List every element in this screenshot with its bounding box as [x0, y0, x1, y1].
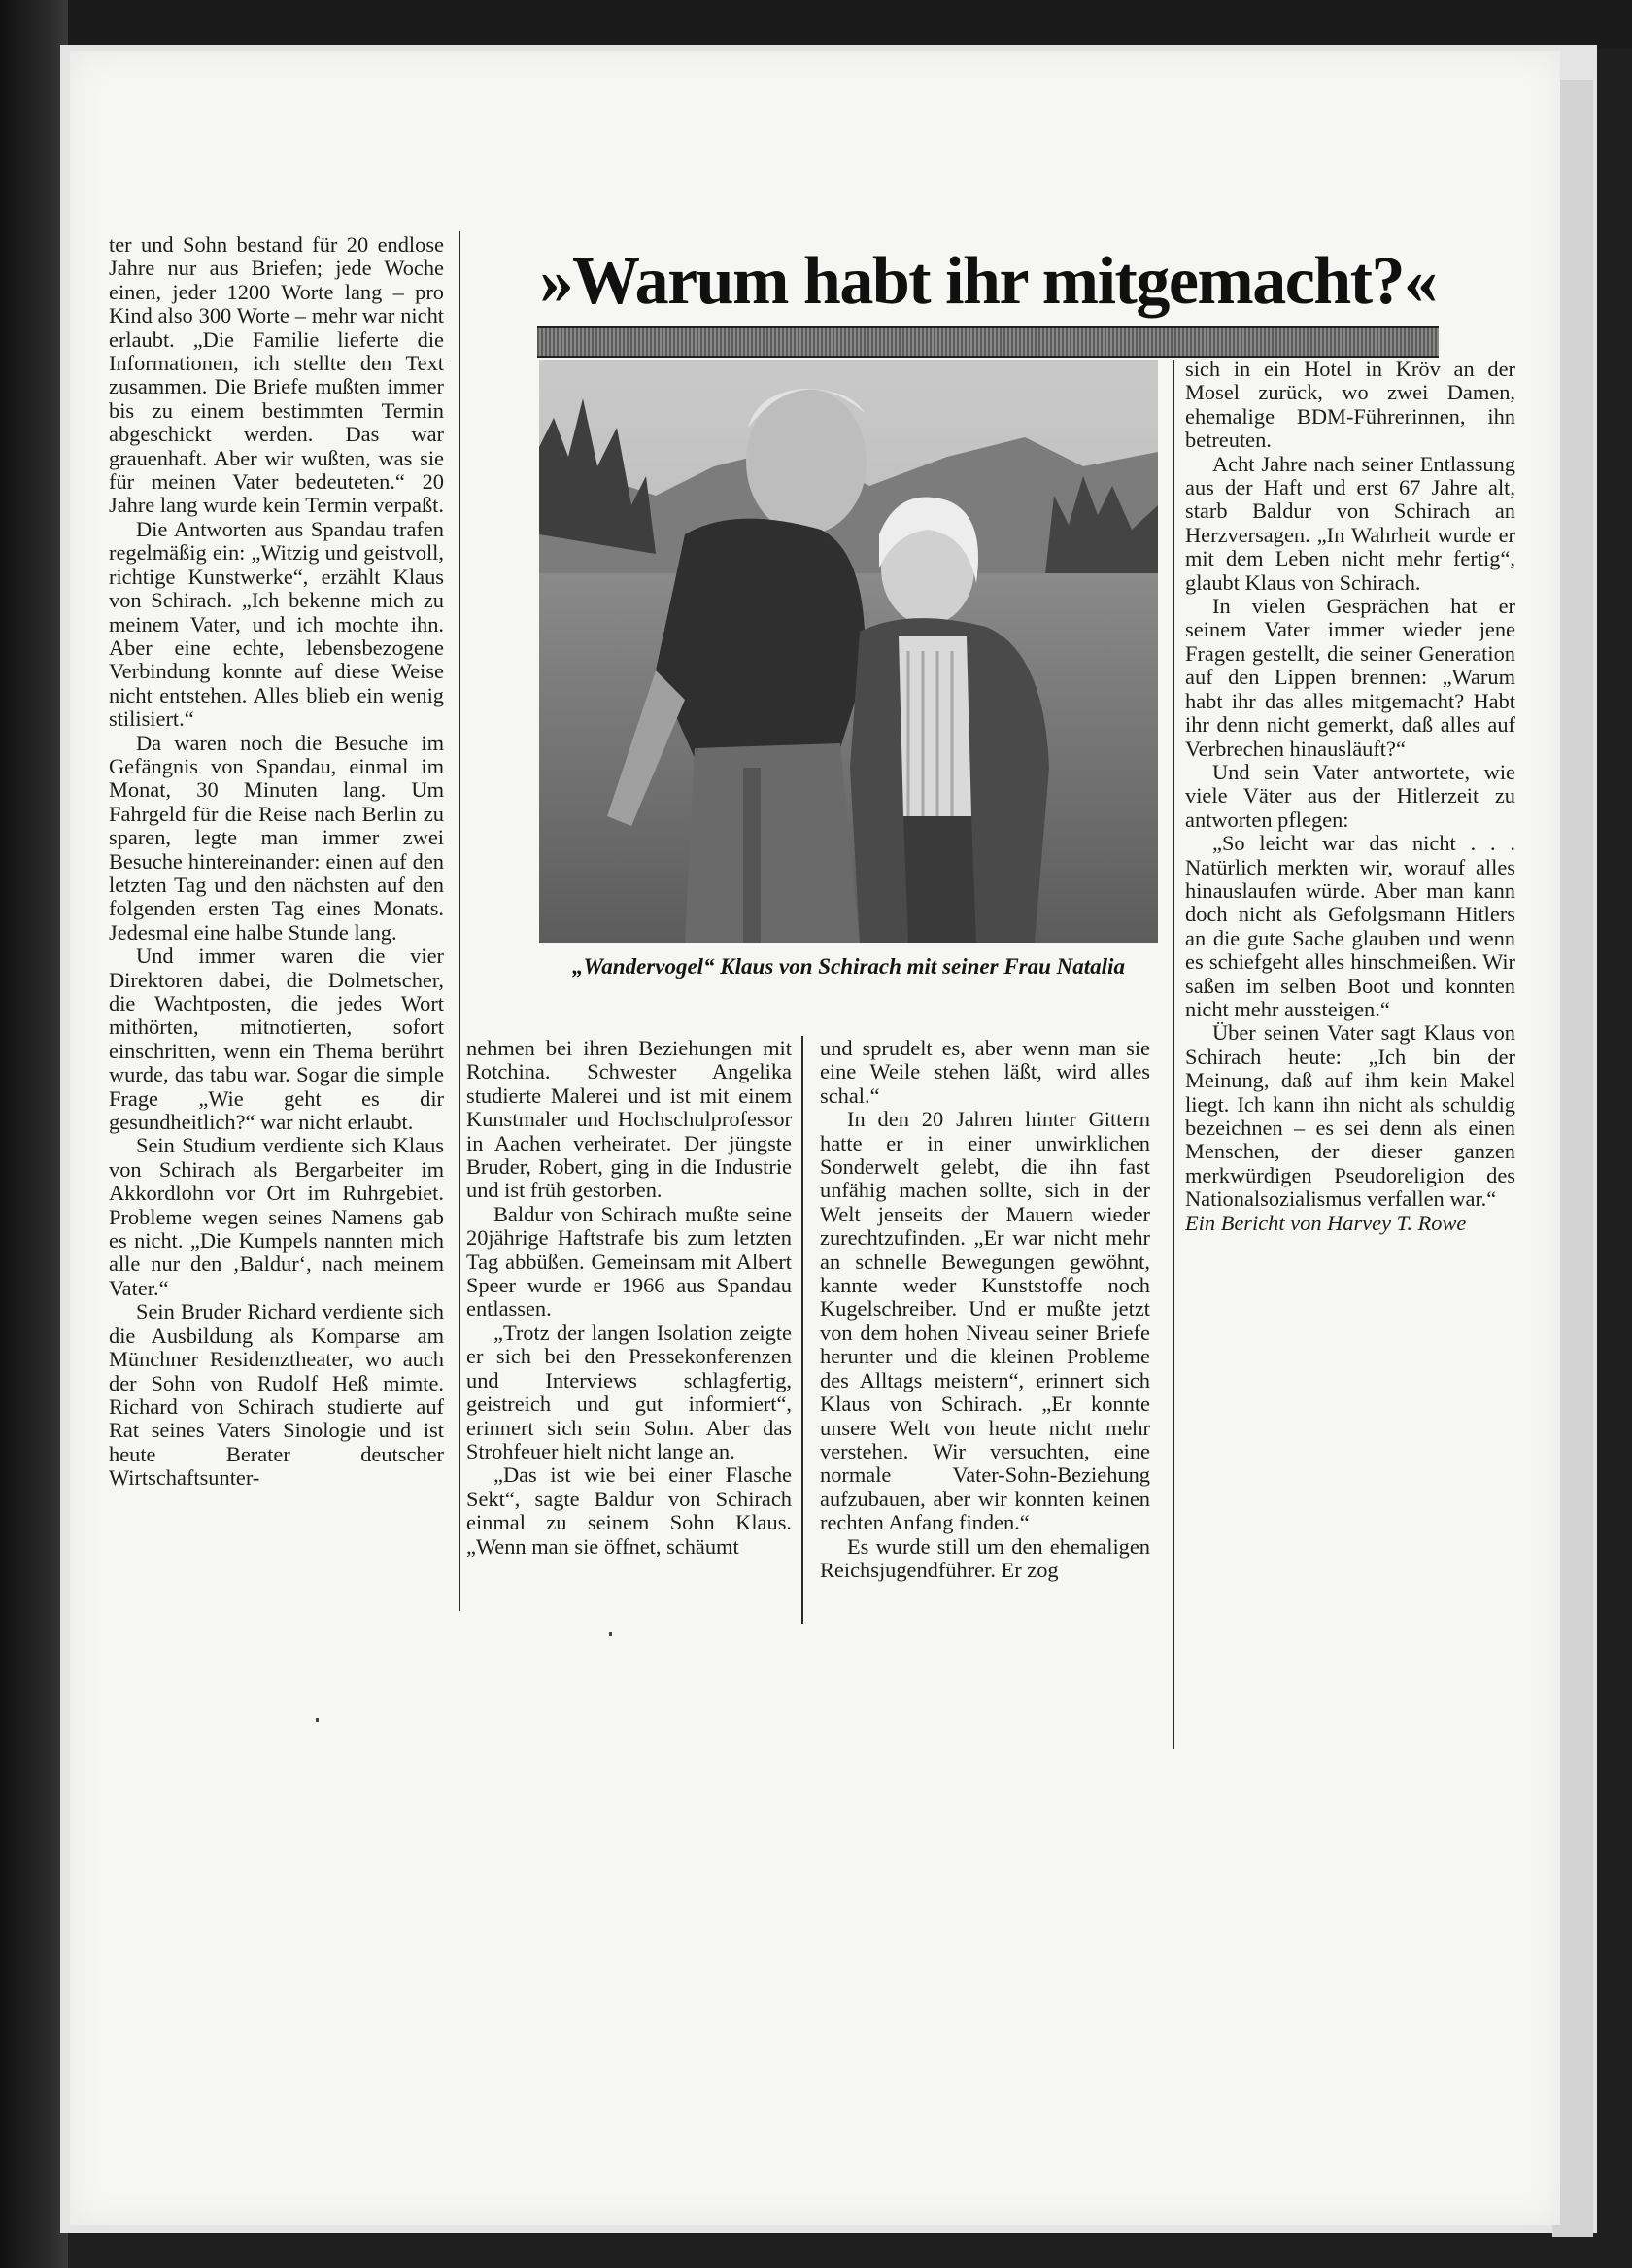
article-column-3	[820, 1037, 1150, 1622]
article-headline: »Warum habt ihr mitgemacht?«	[539, 244, 1437, 319]
paragraph: „So leicht war das nicht . . . Natürlich merkten wir, worauf alles hinauslaufen würde. Aber man kann doch nicht als Gefolgsmann Hitlers an die gute Sache glauben und wenn es schiefgeht alles hinschmeißen. Wir saßen im selben Boot und konnten nicht mehr aussteigen.“	[1185, 831, 1515, 1021]
scan-background-left	[0, 0, 68, 2268]
paragraph: Und sein Vater antwortete, wie viele Väter aus der Hitlerzeit zu antworten pflegen:	[1185, 759, 1515, 832]
scan-background-top	[0, 0, 1632, 49]
headline-underline-bar	[537, 326, 1439, 358]
article-byline: Ein Bericht von Harvey T. Rowe	[1185, 1210, 1467, 1235]
newspaper-clipping	[97, 214, 1515, 1652]
article-column-1	[109, 233, 444, 1613]
paragraph: Und immer waren die vier Direktoren dabei, die Dolmetscher, die Wachtposten, die jedes Wort mithörten, mitnotierten, sofort einschritten, wenn ein Thema berührt wurde, das tabu war. Sogar die simple Frage „Wie geht es dir gesundheitlich?“ war nicht erlaubt.	[109, 944, 444, 1135]
photo-caption: „Wandervogel“ Klaus von Schirach mit seiner Frau Natalia	[572, 954, 1125, 979]
column-rule	[801, 1036, 803, 1624]
paragraph: In vielen Gesprächen hat er seinem Vater immer wieder jene Fragen gestellt, die seiner Generation auf den Lippen brennen: „Warum habt ihr das alles mitgemacht? Habt ihr denn nicht gemerkt, daß alles auf Verbrechen hinausläuft?“	[1185, 594, 1515, 761]
paragraph: „Trotz der langen Isolation zeigte er sich bei den Pressekonferenzen und Interviews schlagfertig, geistreich und gut informiert“, erinnert sich sein Sohn. Aber das Strohfeuer hielt nicht lange an.	[466, 1320, 792, 1463]
stray-mark	[316, 1718, 319, 1722]
paragraph: Sein Studium verdiente sich Klaus von Schirach als Bergarbeiter im Akkordlohn vor Ort im Ruhrgebiet. Probleme wegen seines Namens gab es nicht. „Die Kumpels nannten mich alle nur den ‚Baldur‘, nach meinem Vater.“	[109, 1133, 444, 1300]
paragraph: Über seinen Vater sagt Klaus von Schirach heute: „Ich bin der Meinung, daß auf ihm kein Makel liegt. Ich kann ihn nicht als schuldig bezeichnen – es sei denn als einen Menschen, der dieser ganzen merkwürdigen Pseudoreligion des Nationalsozialismus verfallen war.“	[1185, 1020, 1515, 1212]
paragraph: sich in ein Hotel in Kröv an der Mosel zurück, wo zwei Damen, ehemalige BDM-Führerinnen, ihn betreuten.	[1185, 358, 1515, 453]
paragraph: Es wurde still um den ehemaligen Reichsjugendführer. Er zog	[820, 1533, 1150, 1582]
column-rule	[1173, 360, 1174, 1749]
paragraph: Baldur von Schirach mußte seine 20jährige Haftstrafe bis zum letzten Tag abbüßen. Gemeinsam mit Albert Speer wurde er 1966 aus Spandau entlassen.	[466, 1201, 792, 1322]
paragraph: und sprudelt es, aber wenn man sie eine Weile stehen läßt, wird alles schal.“	[820, 1037, 1150, 1108]
paragraph: Acht Jahre nach seiner Entlassung aus der Haft und erst 67 Jahre alt, starb Baldur von Schirach an Herzversagen. „In Wahrheit wurde er mit dem Leben nicht mehr fertig“, glaubt Klaus von Schirach.	[1185, 451, 1515, 595]
photo-illustration	[539, 360, 1158, 943]
article-photo	[539, 360, 1158, 943]
paragraph: In den 20 Jahren hinter Gittern hatte er in einer unwirklichen Sonderwelt gelebt, die ihn fast unfähig machen sollte, sich in der Welt jenseits der Mauern wieder zurechtzufinden. „Er war nicht mehr an schnelle Bewegungen gewöhnt, kannte weder Kunststoffe noch Kugelschreiber. Und er mußte jetzt von dem hohen Niveau seiner Briefe herunter und die kleinen Probleme des Alltags meistern“, erinnert sich Klaus von Schirach. „Er konnte unsere Welt von heute nicht mehr verstehen. Wir versuchten, eine normale Vater-Sohn-Beziehung aufzubauen, aber wir konnten keinen rechten Anfang finden.“	[820, 1107, 1150, 1535]
paragraph: nehmen bei ihren Beziehungen mit Rotchina. Schwester Angelika studierte Malerei und ist mit einem Kunstmaler und Hochschulprofessor in Aachen verheiratet. Der jüngste Bruder, Robert, ging in die Industrie und ist früh gestorben.	[466, 1037, 792, 1203]
paragraph: ter und Sohn bestand für 20 endlose Jahre nur aus Briefen; jede Woche einen, jeder 1200 Worte lang – pro Kind also 300 Worte – mehr war nicht erlaubt. „Die Familie lieferte die Informationen, ich stellte den Text zusammen. Die Briefe mußten immer bis zu einem bestimmten Termin abgeschickt werden. Das war grauenhaft. Aber wir wußten, was sie für meinen Vater bedeuteten.“ 20 Jahre lang wurde kein Termin verpaßt.	[109, 233, 444, 518]
paragraph: „Das ist wie bei einer Flasche Sekt“, sagte Baldur von Schirach einmal zu seinem Sohn Klaus. „Wenn man sie öffnet, schäumt	[466, 1462, 792, 1559]
stray-mark	[609, 1632, 612, 1636]
article-column-4	[1185, 358, 1515, 1582]
paragraph: Da waren noch die Besuche im Gefängnis von Spandau, einmal im Monat, 30 Minuten lang. Um Fahrgeld für die Reise nach Berlin zu sparen, legte man immer zwei Besuche hintereinander: einen auf den letzten Tag und den nächsten auf den folgenden ersten Tag eines Monats. Jedesmal eine halbe Stunde lang.	[109, 730, 444, 945]
paragraph: Die Antworten aus Spandau trafen regelmäßig ein: „Witzig und geistvoll, richtige Kunstwerke“, erzählt Klaus von Schirach. „Ich bekenne mich zu meinem Vater, und ich mochte ihn. Aber eine echte, lebensbezogene Verbindung konnte auf diese Weise nicht entstehen. Alles blieb ein wenig stilisiert.“	[109, 516, 444, 732]
article-column-2	[466, 1037, 792, 1622]
paragraph: Sein Bruder Richard verdiente sich die Ausbildung als Komparse am Münchner Residenztheater, wo auch der Sohn von Rudolf Heß mimte. Richard von Schirach studierte auf Rat seines Vaters Sinologie und ist heute Berater deutscher Wirtschaftsunter-	[109, 1299, 444, 1491]
column-rule	[459, 231, 460, 1611]
